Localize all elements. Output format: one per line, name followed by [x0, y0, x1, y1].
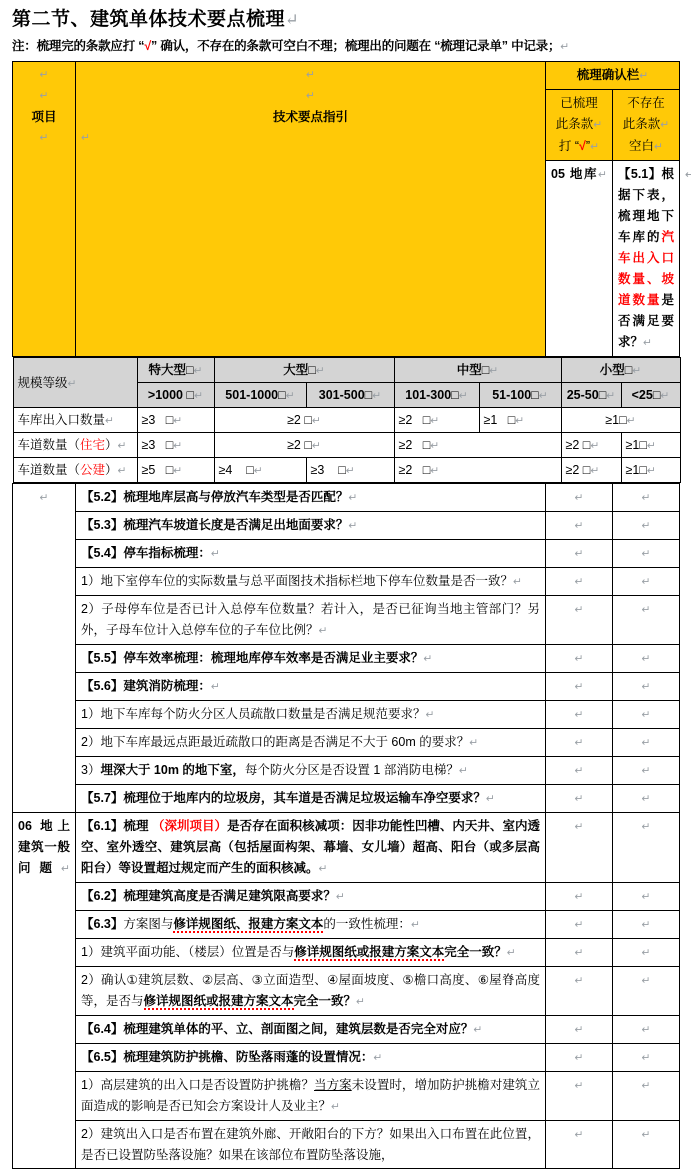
confirm-done-cell[interactable]	[546, 1121, 613, 1169]
technical-checklist-table	[12, 61, 680, 1169]
grade-l: 大型 □ ↵	[214, 358, 394, 383]
confirm-none-cell[interactable]	[613, 645, 680, 673]
document-page	[0, 6, 691, 1169]
confirm-none-cell[interactable]	[613, 883, 680, 911]
paragraph-mark-icon	[285, 10, 299, 29]
header-cell-item	[13, 62, 76, 357]
table-row	[13, 785, 680, 813]
table-row	[13, 911, 680, 939]
scale-value[interactable]: ≥3 □ ↵	[306, 458, 394, 483]
scale-value[interactable]: ≥2 □ ↵	[394, 408, 479, 433]
table-row	[13, 1016, 680, 1044]
header-done-line1: 已梳理	[560, 96, 598, 110]
table-row	[13, 645, 680, 673]
guide-cell-6-3: 【6.3】方案图与修详规图纸、报建方案文本的一致性梳理： ↵	[76, 911, 546, 939]
confirm-done-cell[interactable]	[546, 540, 613, 568]
grade-m: 中型 □ ↵	[394, 358, 561, 383]
table-row-scale-table	[13, 357, 680, 484]
confirm-done-cell[interactable]	[546, 883, 613, 911]
confirm-done-cell[interactable]	[546, 596, 613, 645]
scale-data-row	[13, 458, 680, 483]
confirm-none-cell[interactable]	[613, 1072, 680, 1121]
table-row	[13, 813, 680, 883]
guide-cell-6-3-1: 1）建筑平面功能、（楼层）位置是否与修详规图纸或报建方案文本完全一致？ ↵	[76, 939, 546, 967]
confirm-none-cell[interactable]	[613, 939, 680, 967]
guide-cell-6-2: 【6.2】梳理建筑高度是否满足建筑限高要求？ ↵	[76, 883, 546, 911]
confirm-none-cell[interactable]	[613, 596, 680, 645]
note-line	[12, 36, 679, 57]
table-row	[13, 540, 680, 568]
header-none-line1: 不存在	[627, 96, 665, 110]
confirm-done-cell[interactable]	[546, 757, 613, 785]
confirm-none-cell[interactable]	[613, 512, 680, 540]
scale-value[interactable]: ≥3 □ ↵	[137, 433, 214, 458]
guide-cell-6-5-1: 1）高层建筑的出入口是否设置防护挑檐？当方案未设置时，增加防护挑檐对建筑立面造成的影响是否已知会方案设计人及业主？ ↵	[76, 1072, 546, 1121]
confirm-done-cell[interactable]	[546, 512, 613, 540]
scale-table-host	[13, 357, 680, 484]
table-row	[13, 1044, 680, 1072]
grade-xl: 特大型 □ ↵	[137, 358, 214, 383]
header-done-line3: 打 “√” ↵	[551, 136, 607, 158]
confirm-none-cell[interactable]	[613, 1016, 680, 1044]
confirm-none-cell[interactable]	[613, 911, 680, 939]
guide-text-5-1: 【5.1】根据下表，梳理地下车库的汽车出入口数量、坡道数量是否满足要求？	[618, 167, 674, 349]
confirm-done-cell[interactable]	[546, 785, 613, 813]
scale-value[interactable]: ≥1 □ ↵	[621, 433, 680, 458]
table-row	[13, 939, 680, 967]
confirm-none-cell[interactable]	[613, 540, 680, 568]
section-label-06: 06 地上建筑一般问题 ↵	[13, 813, 76, 1169]
scale-row-label-header: 规模等级 ↵	[13, 358, 137, 408]
guide-cell-5-4-2: 2）子母停车位是否已计入总停车位数量？若计入，是否已征询当地主管部门？另外，子母车位计入总停车位的子车位比例？ ↵	[76, 596, 546, 645]
header-none-column	[613, 90, 680, 161]
range-4: 51-100 □ ↵	[479, 383, 561, 408]
guide-cell-6-5-2: 2）建筑出入口是否布置在建筑外廊、开敞阳台的下方？如果出入口布置在此位置，是否已设置防坠落设施？如果在该部位布置防坠落设施，	[76, 1121, 546, 1169]
scale-value[interactable]: ≥1 □ ↵	[561, 408, 680, 433]
grade-s: 小型 □ ↵	[561, 358, 680, 383]
scale-value[interactable]: ≥3 □ ↵	[137, 408, 214, 433]
scale-value[interactable]: ≥2 □ ↵	[214, 433, 394, 458]
header-confirm-group: 梳理确认栏 ↵	[546, 62, 680, 90]
table-row	[13, 757, 680, 785]
confirm-done-cell[interactable]	[546, 1044, 613, 1072]
header-done-column	[546, 90, 613, 161]
table-row	[13, 729, 680, 757]
scale-value[interactable]: ≥2 □ ↵	[561, 433, 621, 458]
guide-cell-5-3: 【5.3】梳理汽车坡道长度是否满足出地面要求？ ↵	[76, 512, 546, 540]
guide-cell-5-6-3: 3）埋深大于 10m 的地下室，每个防火分区是否设置 1 部消防电梯？ ↵	[76, 757, 546, 785]
guide-cell-5-7: 【5.7】梳理位于地库内的垃圾房，其车道是否满足垃圾运输车净空要求？ ↵	[76, 785, 546, 813]
section-label-05-cont	[13, 484, 76, 813]
confirm-none-cell[interactable]	[613, 568, 680, 596]
scale-row-label-2: 车道数量（公建） ↵	[13, 458, 137, 483]
header-cell-guide	[76, 62, 546, 357]
page-title-text: 第二节、建筑单体技术要点梳理	[12, 9, 286, 30]
header-none-line2: 此条款 ↵	[618, 114, 674, 136]
confirm-done-cell[interactable]	[546, 1016, 613, 1044]
range-5: 25-50 □ ↵	[561, 383, 621, 408]
scale-value[interactable]: ≥2 □ ↵	[394, 458, 561, 483]
confirm-done-cell[interactable]	[546, 484, 613, 512]
table-row	[13, 701, 680, 729]
table-row	[13, 673, 680, 701]
range-1: 501-1000 □ ↵	[214, 383, 306, 408]
confirm-none-cell[interactable]	[613, 701, 680, 729]
guide-5-6-3-prefix: 3）	[81, 763, 101, 777]
table-header-row-1	[13, 62, 680, 90]
guide-cell-5-6-2: 2）地下车库最远点距最近疏散口的距离是否满足不大于 60m 的要求？ ↵	[76, 729, 546, 757]
table-row	[13, 967, 680, 1016]
scale-data-row	[13, 408, 680, 433]
confirm-done-cell[interactable]	[546, 1072, 613, 1121]
guide-cell-5-1	[613, 161, 680, 357]
guide-cell-6-3-2: 2）确认①建筑层数、②层高、③立面造型、④屋面坡度、⑤檐口高度、⑥屋脊高度等，是否与修详规图纸或报建方案文本完全一致？ ↵	[76, 967, 546, 1016]
table-row	[13, 883, 680, 911]
confirm-none-cell[interactable]	[613, 484, 680, 512]
confirm-none-cell[interactable]	[613, 813, 680, 883]
guide-cell-5-2: 【5.2】梳理地库层高与停放汽车类型是否匹配？ ↵	[76, 484, 546, 512]
confirm-none-cell[interactable]	[613, 757, 680, 785]
confirm-done-cell[interactable]	[546, 729, 613, 757]
header-guide-label: 技术要点指引	[272, 110, 348, 124]
note-prefix: 注：梳理完的条款应打 “	[12, 39, 145, 53]
scale-value[interactable]: ≥2 □ ↵	[394, 433, 561, 458]
confirm-done-cell[interactable]	[546, 967, 613, 1016]
scale-row-label-0: 车库出入口数量 ↵	[13, 408, 137, 433]
guide-cell-5-5: 【5.5】停车效率梳理：梳理地库停车效率是否满足业主要求？ ↵	[76, 645, 546, 673]
scale-data-row	[13, 433, 680, 458]
confirm-done-cell[interactable]	[546, 813, 613, 883]
table-row	[13, 596, 680, 645]
range-0: >1000 □ ↵	[137, 383, 214, 408]
range-6: <25 □ ↵	[621, 383, 680, 408]
table-row	[13, 568, 680, 596]
confirm-done-cell[interactable]	[546, 911, 613, 939]
confirm-done-cell[interactable]	[546, 568, 613, 596]
scale-value[interactable]: ≥2 □ ↵	[561, 458, 621, 483]
header-done-line2: 此条款 ↵	[551, 114, 607, 136]
confirm-none-cell[interactable]	[613, 1044, 680, 1072]
table-row	[13, 1121, 680, 1169]
guide-cell-6-5: 【6.5】梳理建筑防护挑檐、防坠落雨蓬的设置情况： ↵	[76, 1044, 546, 1072]
garage-scale-table	[13, 357, 681, 483]
guide-cell-5-6: 【5.6】建筑消防梳理： ↵	[76, 673, 546, 701]
confirm-done-cell[interactable]	[546, 673, 613, 701]
confirm-done-cell[interactable]	[546, 645, 613, 673]
guide-cell-6-4: 【6.4】梳理建筑单体的平、立、剖面图之间，建筑层数是否完全对应？ ↵	[76, 1016, 546, 1044]
scale-value[interactable]: ≥1 □ ↵	[479, 408, 561, 433]
page-title	[12, 6, 679, 34]
scale-row-label-1: 车道数量（住宅） ↵	[13, 433, 137, 458]
section-label-05: 05 地库 ↵	[546, 161, 613, 357]
range-3: 101-300 □ ↵	[394, 383, 479, 408]
table-row	[13, 484, 680, 512]
scale-value[interactable]: ≥1 □ ↵	[621, 458, 680, 483]
scale-value[interactable]: ≥5 □ ↵	[137, 458, 214, 483]
confirm-none-cell[interactable]	[613, 1121, 680, 1169]
confirm-none-cell[interactable]	[613, 967, 680, 1016]
table-row	[13, 512, 680, 540]
guide-cell-5-4: 【5.4】停车指标梳理： ↵	[76, 540, 546, 568]
guide-cell-6-1: 【6.1】梳理 （深圳项目）是否存在面积核减项：因非功能性凹槽、内天井、室内透空、室外透空、建筑层高（包括屋面构架、幕墙、女儿墙）超高、阳台（或多层高阳台）等设置超过规定而产生的面积核减。 ↵	[76, 813, 546, 883]
confirm-done-cell[interactable]	[546, 939, 613, 967]
check-mark-icon: √	[579, 139, 586, 153]
paragraph-mark-icon	[560, 41, 569, 53]
scale-value[interactable]: ≥2 □ ↵	[214, 408, 394, 433]
header-none-line3: 空白 ↵	[618, 136, 674, 158]
guide-cell-5-6-1: 1）地下车库每个防火分区人员疏散口数量是否满足规范要求？ ↵	[76, 701, 546, 729]
table-row	[13, 1072, 680, 1121]
range-2: 301-500 □ ↵	[306, 383, 394, 408]
header-item-label: 项目	[31, 110, 57, 124]
scale-value[interactable]: ≥4 □ ↵	[214, 458, 306, 483]
confirm-done-cell[interactable]	[546, 701, 613, 729]
note-check-mark: √	[144, 39, 151, 53]
guide-cell-5-4-1: 1）地下室停车位的实际数量与总平面图技术指标栏地下停车位数量是否一致？ ↵	[76, 568, 546, 596]
confirm-none-cell[interactable]	[613, 673, 680, 701]
scale-header-grades	[13, 358, 680, 383]
confirm-none-cell[interactable]	[613, 785, 680, 813]
note-mid: ” 确认，不存在的条款可空白不理；梳理出的问题在 “梳理记录单” 中记录；	[151, 39, 561, 53]
confirm-none-cell[interactable]	[613, 729, 680, 757]
